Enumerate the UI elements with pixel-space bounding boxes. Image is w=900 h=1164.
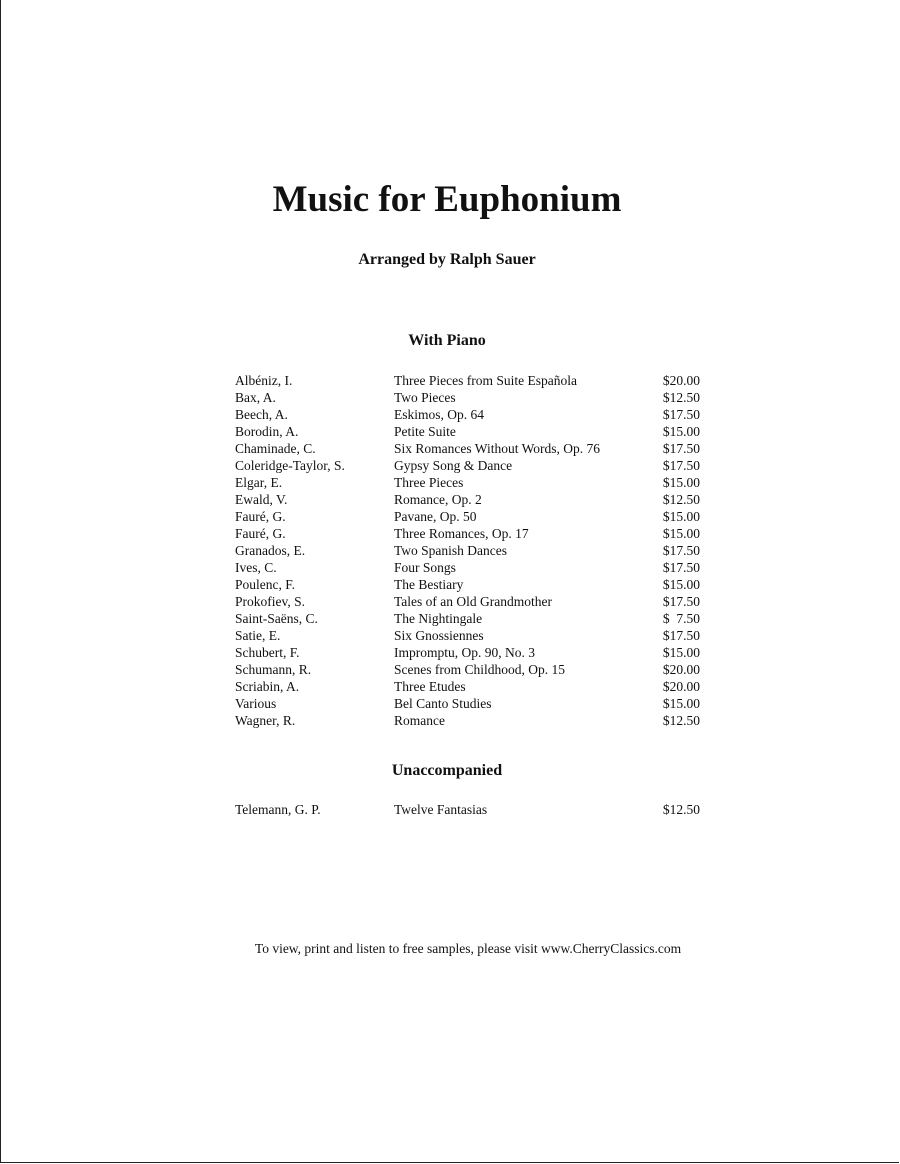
composer-name: Schumann, R. bbox=[235, 662, 312, 677]
arranger-subtitle: Arranged by Ralph Sauer bbox=[358, 251, 536, 268]
price: $17.50 bbox=[662, 594, 700, 609]
price: $17.50 bbox=[662, 458, 700, 473]
composer-name: Wagner, R. bbox=[235, 713, 296, 728]
price: $15.00 bbox=[662, 509, 700, 524]
composer-name: Ives, C. bbox=[235, 560, 277, 575]
price: $15.00 bbox=[662, 475, 700, 490]
catalog-row bbox=[235, 627, 705, 644]
work-title: Three Pieces from Suite Española bbox=[394, 373, 577, 388]
work-title: The Nightingale bbox=[394, 611, 483, 626]
work-title: Three Etudes bbox=[394, 679, 466, 694]
price: $12.50 bbox=[662, 390, 700, 405]
price: $15.00 bbox=[662, 696, 700, 711]
work-title: Gypsy Song & Dance bbox=[394, 458, 513, 473]
catalog-row bbox=[235, 491, 705, 508]
price: $20.00 bbox=[662, 679, 700, 694]
composer-name: Poulenc, F. bbox=[235, 577, 296, 592]
price: $12.50 bbox=[662, 713, 700, 728]
composer-name: Albéniz, I. bbox=[235, 373, 293, 388]
price: $15.00 bbox=[662, 645, 700, 660]
catalog-row bbox=[235, 372, 705, 389]
document-title: Music for Euphonium bbox=[272, 179, 622, 220]
catalog-list-with-piano bbox=[235, 372, 705, 729]
work-title: Eskimos, Op. 64 bbox=[394, 407, 485, 422]
composer-name: Fauré, G. bbox=[235, 509, 286, 524]
catalog-row bbox=[235, 661, 705, 678]
work-title: Romance bbox=[394, 713, 445, 728]
price: $15.00 bbox=[662, 577, 700, 592]
composer-name: Borodin, A. bbox=[235, 424, 299, 439]
composer-name: Schubert, F. bbox=[235, 645, 300, 660]
price: $20.00 bbox=[662, 373, 700, 388]
catalog-row bbox=[235, 423, 705, 440]
catalog-row bbox=[235, 406, 705, 423]
work-title: Two Spanish Dances bbox=[394, 543, 508, 558]
catalog-row bbox=[235, 389, 705, 406]
section-heading-unaccompanied: Unaccompanied bbox=[391, 762, 503, 779]
composer-name: Ewald, V. bbox=[235, 492, 288, 507]
composer-name: Elgar, E. bbox=[235, 475, 283, 490]
catalog-row bbox=[235, 542, 705, 559]
composer-name: Chaminade, C. bbox=[235, 441, 316, 456]
composer-name: Prokofiev, S. bbox=[235, 594, 305, 609]
catalog-row bbox=[235, 695, 705, 712]
work-title: Romance, Op. 2 bbox=[394, 492, 482, 507]
composer-name: Satie, E. bbox=[235, 628, 281, 643]
composer-name: Fauré, G. bbox=[235, 526, 286, 541]
catalog-row bbox=[235, 474, 705, 491]
composer-name: Scriabin, A. bbox=[235, 679, 300, 694]
catalog-row bbox=[235, 525, 705, 542]
work-title: Scenes from Childhood, Op. 15 bbox=[394, 662, 565, 677]
price: $17.50 bbox=[662, 628, 700, 643]
price: $12.50 bbox=[662, 492, 700, 507]
catalog-row bbox=[235, 644, 705, 661]
work-title: Three Pieces bbox=[394, 475, 464, 490]
catalog-row bbox=[235, 440, 705, 457]
price: $12.50 bbox=[662, 802, 700, 817]
work-title: Petite Suite bbox=[394, 424, 456, 439]
price: $20.00 bbox=[662, 662, 700, 677]
catalog-row bbox=[235, 593, 705, 610]
catalog-row bbox=[235, 712, 705, 729]
work-title: The Bestiary bbox=[394, 577, 464, 592]
work-title: Four Songs bbox=[394, 560, 456, 575]
price: $15.00 bbox=[662, 526, 700, 541]
work-title: Impromptu, Op. 90, No. 3 bbox=[394, 645, 535, 660]
price: $17.50 bbox=[662, 441, 700, 456]
composer-name: Granados, E. bbox=[235, 543, 306, 558]
composer-name: Telemann, G. P. bbox=[235, 802, 321, 817]
price: $17.50 bbox=[662, 560, 700, 575]
composer-name: Coleridge-Taylor, S. bbox=[235, 458, 345, 473]
price: $17.50 bbox=[662, 407, 700, 422]
catalog-row bbox=[235, 678, 705, 695]
work-title: Six Romances Without Words, Op. 76 bbox=[394, 441, 600, 456]
price: $15.00 bbox=[662, 424, 700, 439]
work-title: Bel Canto Studies bbox=[394, 696, 492, 711]
composer-name: Bax, A. bbox=[235, 390, 276, 405]
catalog-row bbox=[235, 559, 705, 576]
footer-note: To view, print and listen to free samples, please visit www.CherryClassics.com bbox=[254, 941, 682, 956]
catalog-row bbox=[235, 610, 705, 627]
work-title: Pavane, Op. 50 bbox=[394, 509, 477, 524]
work-title: Twelve Fantasias bbox=[394, 802, 488, 817]
work-title: Three Romances, Op. 17 bbox=[394, 526, 529, 541]
composer-name: Saint-Saëns, C. bbox=[235, 611, 318, 626]
catalog-row bbox=[235, 801, 705, 818]
work-title: Six Gnossiennes bbox=[394, 628, 484, 643]
catalog-row bbox=[235, 508, 705, 525]
catalog-list-unaccompanied bbox=[235, 801, 705, 818]
work-title: Two Pieces bbox=[394, 390, 456, 405]
composer-name: Beech, A. bbox=[235, 407, 288, 422]
price: $17.50 bbox=[662, 543, 700, 558]
work-title: Tales of an Old Grandmother bbox=[394, 594, 553, 609]
section-heading-with-piano: With Piano bbox=[408, 332, 486, 349]
price: $ 7.50 bbox=[662, 611, 700, 626]
catalog-row bbox=[235, 576, 705, 593]
catalog-row bbox=[235, 457, 705, 474]
composer-name: Various bbox=[235, 696, 277, 711]
